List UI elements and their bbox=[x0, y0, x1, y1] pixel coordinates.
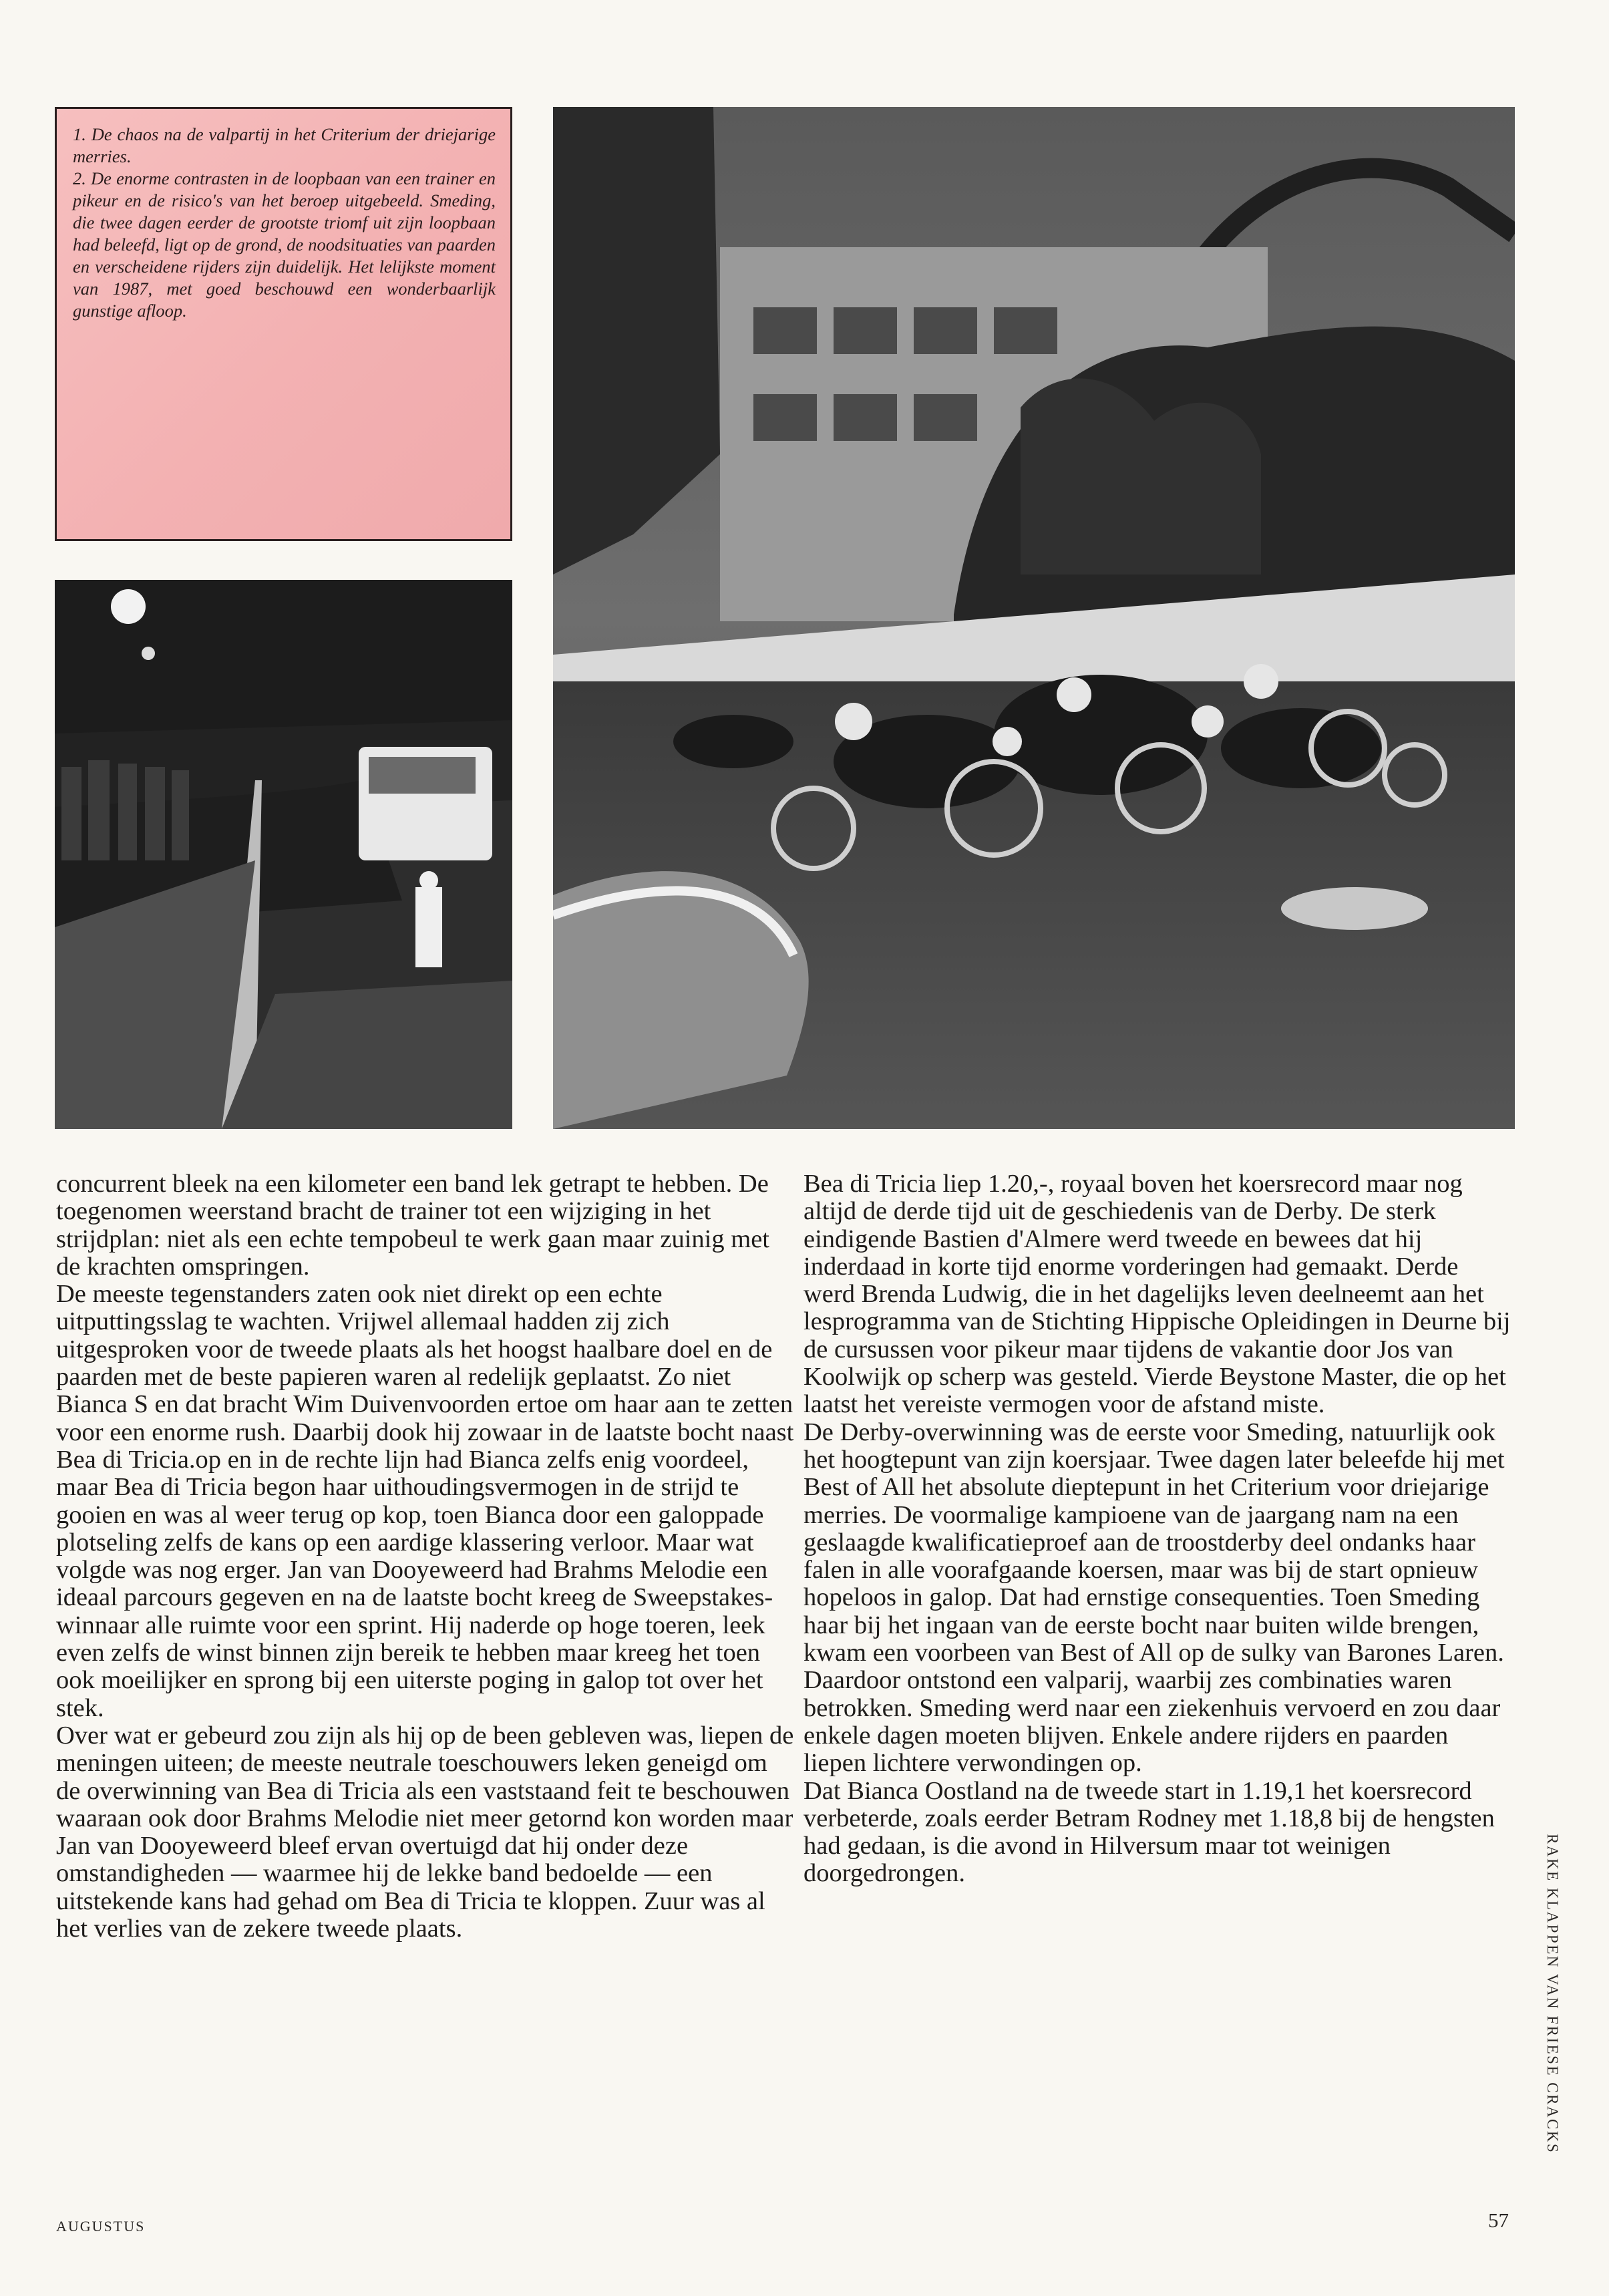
footer-month: AUGUSTUS bbox=[56, 2218, 146, 2235]
running-head: RAKE KLAPPEN VAN FRIESE CRACKS bbox=[1544, 1834, 1561, 2154]
article-column-left bbox=[56, 1170, 797, 1943]
paragraph: Over wat er gebeurd zou zijn als hij op de been gebleven was, liepen de meningen uiteen; de meeste neutrale toeschouwers leken geneigd om de overwinning van Bea di Tricia als een vaststaand feit te beschouwen waaraan ook door Brahms Melodie niet meer getornd kon worden maar Jan van Dooyeweerd bleef ervan overtuigd dat hij onder deze omstandigheden — waarmee hij de lekke band bedoelde — een uitstekende kans had gehad om Bea di Tricia te kloppen. Zuur was al het verlies van de zekere tweede plaats. bbox=[56, 1721, 794, 1943]
photo-ambulance-night bbox=[55, 580, 512, 1129]
paragraph: De Derby-overwinning was de eerste voor Smeding, natuurlijk ook het hoogtepunt van zijn koersjaar. Twee dagen later beleefde hij met Best of All het absolute dieptepunt in het Criterium voor driejarige merries. De voormalige kampioene van de jaargang nam na een geslaagde kwalificatieproef aan de troostderby deel ondanks haar falen in alle voorafgaande koersen, maar was bij de start opnieuw hopeloos in galop. Dat had ernstige consequenties. Toen Smeding haar bij het ingaan van de eerste bocht naar buiten wilde brengen, kwam een voorbeen van Best of All op de sulky van Barones Laren. Daardoor ontstond een valparij, waarbij zes combinaties waren betrokken. Smeding werd naar een ziekenhuis vervoerd en zou daar enkele dagen moeten blijven. Enkele andere rijders en paarden liepen lichtere verwondingen op. bbox=[803, 1418, 1505, 1778]
paragraph: Dat Bianca Oostland na de tweede start in 1.19,1 het koersrecord verbeterde, zoals eerder Betram Rodney met 1.18,8 bij de hengsten had gedaan, is die avond in Hilversum maar tot weinigen doorgedrongen. bbox=[803, 1776, 1495, 1888]
article-column-right bbox=[803, 1170, 1511, 1888]
caption-item-2: 2. De enorme contrasten in de loopbaan van een trainer en pikeur en de risico's van het beroep uitgebeeld. Smeding, die twee dagen eerder de grootste triomf uit zijn loopbaan had beleefd, ligt op de grond, de noodsituaties van paarden en verscheidene rijders zijn duidelijk. Het lelijkste moment van 1987, met goed beschouwd een wonderbaarlijk gunstige afloop. bbox=[73, 168, 496, 321]
paragraph: Bea di Tricia liep 1.20,-, royaal boven het koersrecord maar nog altijd de derde tijd uit de geschiedenis van de Derby. De sterk eindigende Bastien d'Almere werd tweede en bewees dat hij inderdaad in korte tijd enorme vorderingen had gemaakt. Derde werd Brenda Ludwig, die in het dagelijks leven deelneemt aan het lesprogramma van de Stichting Hippische Opleidingen in Deurne bij de cursussen voor pikeur maar tijdens de vakantie door Jos van Koolwijk op scherp was gesteld. Vierde Beystone Master, die op het laatst het vereiste vermogen voor de afstand miste. bbox=[803, 1170, 1511, 1419]
photo-race-crash bbox=[553, 107, 1515, 1129]
paragraph: concurrent bleek na een kilometer een band lek getrapt te hebben. De toegenomen weerstand bracht de trainer tot een wijziging in het strijdplan: niet als een echte tempobeul te werk gaan maar zuinig met de krachten omspringen. bbox=[56, 1170, 769, 1281]
caption-item-1: 1. De chaos na de valpartij in het Criterium der driejarige merries. bbox=[73, 124, 496, 166]
photo-caption-box bbox=[55, 107, 512, 541]
paragraph: De meeste tegenstanders zaten ook niet direkt op een echte uitputtingsslag te wachten. Vrijwel allemaal hadden zij zich uitgesproken voor de tweede plaats als het hoogst haalbare doel en de paarden met de beste papieren waren al redelijk geplaatst. Zo niet Bianca S en dat bracht Wim Duivenvoorden ertoe om haar aan te zetten voor een enorme rush. Daarbij dook hij zowaar in de laatste bocht naast Bea di Tricia.op en in de rechte lijn had Bianca zelfs enig voordeel, maar Bea di Tricia begon haar uithoudingsvermogen in de strijd te gooien en was al weer terug op kop, toen Bianca door een galoppade plotseling zelfs de kans op een aardige klassering verloor. Maar wat volgde was nog erger. Jan van Dooyeweerd had Brahms Melodie een ideaal parcours gegeven en na de laatste bocht kreeg de Sweepstakes-winnaar alle ruimte voor een sprint. Hij naderde op hoge toeren, leek even zelfs de winst binnen zijn bereik te hebben maar kreeg het toen ook moeilijker en sprong bij een uiterste poging in galop tot over het stek. bbox=[56, 1280, 794, 1722]
page-number: 57 bbox=[1488, 2208, 1509, 2232]
